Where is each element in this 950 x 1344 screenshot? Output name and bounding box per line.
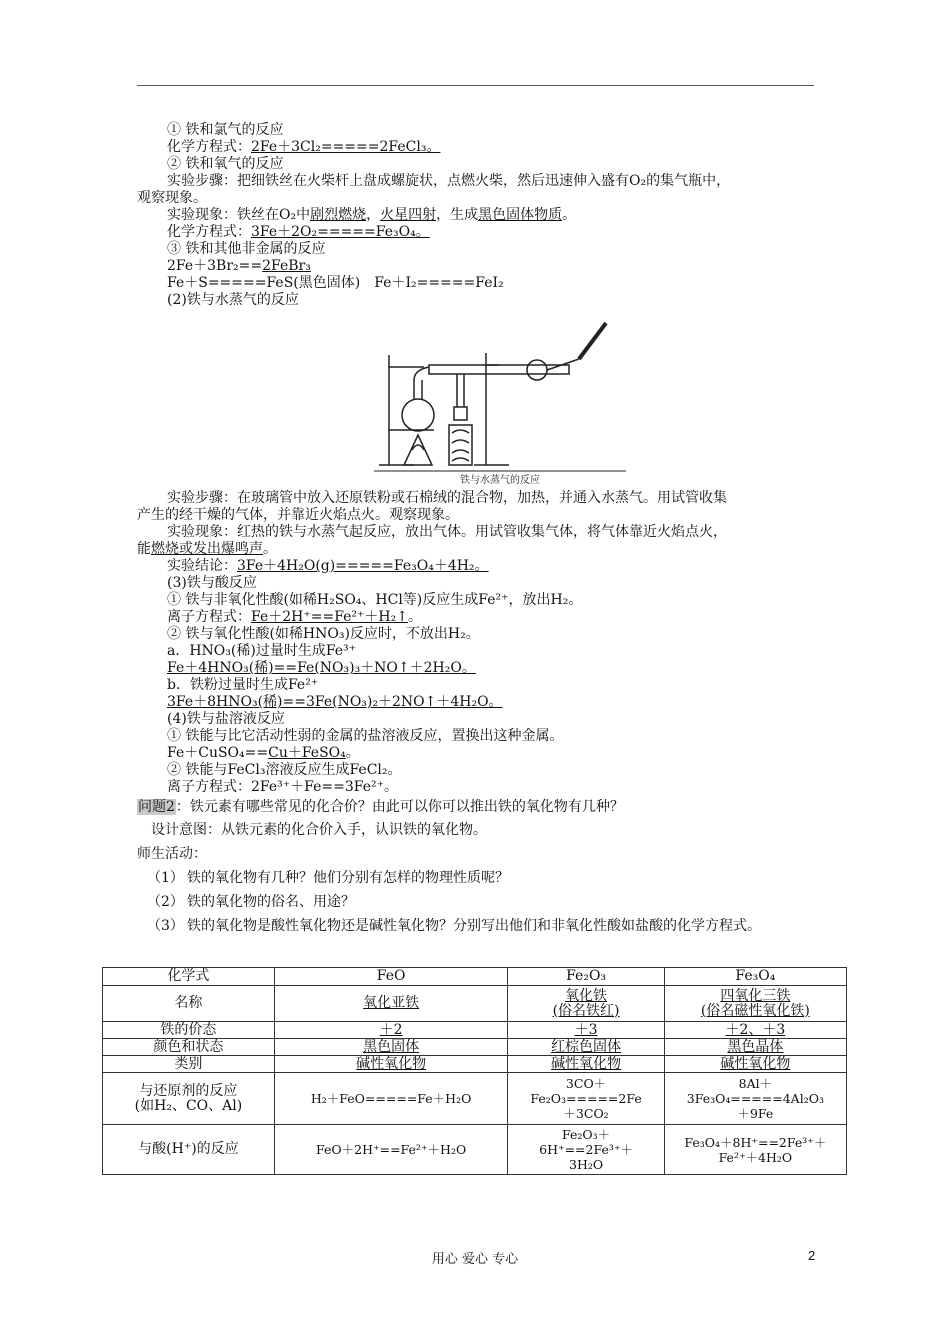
equation-line [137,745,817,762]
subheading-acid: (3)铁与酸反应 [167,575,257,591]
table-row [103,1039,847,1056]
paragraph-line: 实验步骤：把细铁丝在火柴杆上盘成螺旋状，点燃火柴，然后迅速伸入盛有O₂的集气瓶中， [167,173,731,189]
equation-line [137,258,817,275]
question-section [137,796,817,938]
question-number: （1） [147,870,184,886]
paragraph-line: 实验步骤：在玻璃管中放入还原铁粉或石棉绒的混合物，加热，并通入水蒸气。用试管收集 [167,490,727,506]
table-cell [664,986,846,1022]
table-cell: 黑色晶体 [664,1039,846,1056]
header-rule [137,85,814,86]
equation-line: Fe＋4HNO₃(稀)==Fe(NO₃)₃＋NO↑＋2H₂O。 [167,660,476,676]
table-header-row [103,968,847,986]
table-cell: 名称 [103,986,275,1022]
table-cell: FeO＋2H⁺==Fe²⁺＋H₂O [274,1125,508,1175]
subheading-steam: (2)铁与水蒸气的反应 [167,292,299,308]
question-number: （2） [147,894,184,910]
table-cell: ＋3 [508,1022,664,1039]
table-row [103,986,847,1022]
paragraph-line: a．HNO₃(稀)过量时生成Fe³⁺ [167,643,357,659]
equation-label: 化学方程式： [167,139,251,155]
paragraph-line [137,541,817,558]
table-cell: 8Al＋3Fe₃O₄=====4Al₂O₃＋9Fe [664,1073,846,1125]
question-label: 问题2 [138,799,175,815]
table-row [103,1056,847,1073]
table-cell: 与还原剂的反应(如H₂、CO、Al) [103,1073,275,1125]
question-text: 铁的氧化物是酸性氧化物还是碱性氧化物？分别写出他们和非氧化性酸如盐酸的化学方程式。 [187,918,761,934]
table-cell: Fe₂O₃ [508,968,664,986]
cell-text: (俗名铁红) [552,1002,620,1019]
equation-answer: 2FeBr₃ [262,258,311,274]
table-cell: 类别 [103,1056,275,1073]
activity-label: 师生活动： [137,846,207,862]
paragraph-line: b．铁粉过量时生成Fe²⁺ [167,677,319,693]
figure-caption: 铁与水蒸气的反应 [460,475,540,486]
table-cell: H₂＋FeO=====Fe＋H₂O [274,1073,508,1125]
text: Fe＋CuSO₄== [167,745,269,761]
table-cell: Fe₃O₄ [664,968,846,986]
equation-text: 2Fe＋3Br₂== [167,258,263,274]
question-text: 铁的氧化物的俗名、用途？ [187,894,355,910]
answer: 剧烈燃烧 [310,207,367,223]
answer: 燃烧或发出爆鸣声 [151,541,263,557]
table-cell: 化学式 [103,968,275,986]
table-cell: 3CO＋Fe₂O₃=====2Fe＋3CO₂ [508,1073,664,1125]
phenomenon-line [137,207,817,224]
conclusion-line [137,558,817,575]
table-row [103,1022,847,1039]
question-item [147,890,817,914]
cell-text: 氧化亚铁 [363,995,420,1011]
cell-text: 氧化铁 [565,987,608,1004]
subheading-nonmetal: ③ 铁和其他非金属的反应 [167,241,326,257]
table-cell: 碱性氧化物 [508,1056,664,1073]
cell-text: 四氧化三铁 [720,987,791,1004]
page-footer: 用心 爱心 专心 [431,1252,519,1267]
equation-answer: 2Fe＋3Cl₂=====2FeCl₃。 [251,139,441,155]
document-body [137,122,817,309]
table-cell [508,986,664,1022]
question-number: （3） [147,918,184,934]
answer: 火星四射 [380,207,437,223]
text: ， [366,207,381,223]
equation-line [137,609,817,626]
table-cell: 铁的价态 [103,1022,275,1039]
table-cell [274,986,508,1022]
text: 。 [408,609,422,625]
text: 。 [263,541,277,557]
table-cell: 黑色固体 [274,1039,508,1056]
equation-line [137,139,817,156]
cell-text: (俗名磁性氧化铁) [700,1002,810,1019]
text: 实验现象：铁丝在O₂中 [167,207,311,223]
text: 。 [345,745,360,761]
equation-line: 3Fe＋8HNO₃(稀)==3Fe(NO₃)₂＋2NO↑＋4H₂O。 [167,694,503,710]
document-body-continued [137,490,817,796]
text: 实验结论： [167,558,237,574]
equation-answer: 3Fe＋2O₂=====Fe₃O₄。 [251,224,430,240]
design-intent: 设计意图：从铁元素的化合价入手，认识铁的氧化物。 [151,822,487,838]
table-cell: 碱性氧化物 [274,1056,508,1073]
apparatus-diagram [374,315,626,487]
table-cell: 与酸(H⁺)的反应 [103,1125,275,1175]
table-cell: FeO [274,968,508,986]
question-2 [137,796,817,818]
text: 离子方程式： [167,609,251,625]
paragraph-line: ① 铁与非氧化性酸(如稀H₂SO₄、HCl等)反应生成Fe²⁺，放出H₂。 [167,592,583,608]
subheading-salt: (4)铁与盐溶液反应 [167,711,285,727]
text: 能 [137,541,151,557]
iron-oxides-table [102,967,847,1175]
paragraph-line: ② 铁与氧化性酸(如稀HNO₃)反应时，不放出H₂。 [167,626,480,642]
table-cell: 碱性氧化物 [664,1056,846,1073]
table-cell: ＋2、＋3 [664,1022,846,1039]
table-row [103,1073,847,1125]
paragraph-line: 实验现象：红热的铁与水蒸气起反应，放出气体。用试管收集气体，将气体靠近火焰点火， [167,524,727,540]
subheading-oxygen: ② 铁和氧气的反应 [167,156,284,172]
table-row [103,1125,847,1175]
equation-line: Fe＋S=====FeS(黑色固体) Fe＋I₂=====FeI₂ [167,275,504,291]
answer: Fe＋2H⁺==Fe²⁺＋H₂↑ [251,609,408,625]
subheading-chlorine: ① 铁和氯气的反应 [167,122,284,138]
equation-label: 化学方程式： [167,224,251,240]
table-cell: 红棕色固体 [508,1039,664,1056]
answer: 3Fe＋4H₂O(g)=====Fe₃O₄＋4H₂。 [237,558,489,574]
question-item [147,914,817,938]
table-cell: Fe₂O₃＋6H⁺==2Fe³⁺＋3H₂O [508,1125,664,1175]
table-cell: Fe₃O₄＋8H⁺==2Fe³⁺＋Fe²⁺＋4H₂O [664,1125,846,1175]
paragraph-line: ① 铁能与比它活动性弱的金属的盐溶液反应，置换出这种金属。 [167,728,564,744]
paragraph-line: 产生的经干燥的气体，并靠近火焰点火。观察现象。 [137,507,459,523]
question-text: 铁的氧化物有几种？他们分别有怎样的物理性质呢？ [187,870,509,886]
paragraph-line: 观察现象。 [137,190,207,206]
equation-line: 离子方程式：2Fe³⁺＋Fe==3Fe²⁺。 [167,779,398,795]
question-text: ：铁元素有哪些常见的化合价？由此可以你可以推出铁的氧化物有几种？ [175,799,624,815]
page-number: 2 [808,1248,816,1263]
answer: 黑色固体物质 [478,207,563,223]
paragraph-line: ② 铁能与FeCl₃溶液反应生成FeCl₂。 [167,762,402,778]
text: ，生成 [436,207,479,223]
table-cell: ＋2 [274,1022,508,1039]
text: 。 [562,207,577,223]
answer: Cu＋FeSO₄ [268,745,346,761]
question-item [147,866,817,890]
apparatus-figure [374,315,626,487]
equation-line [137,224,817,241]
table-cell: 颜色和状态 [103,1039,275,1056]
